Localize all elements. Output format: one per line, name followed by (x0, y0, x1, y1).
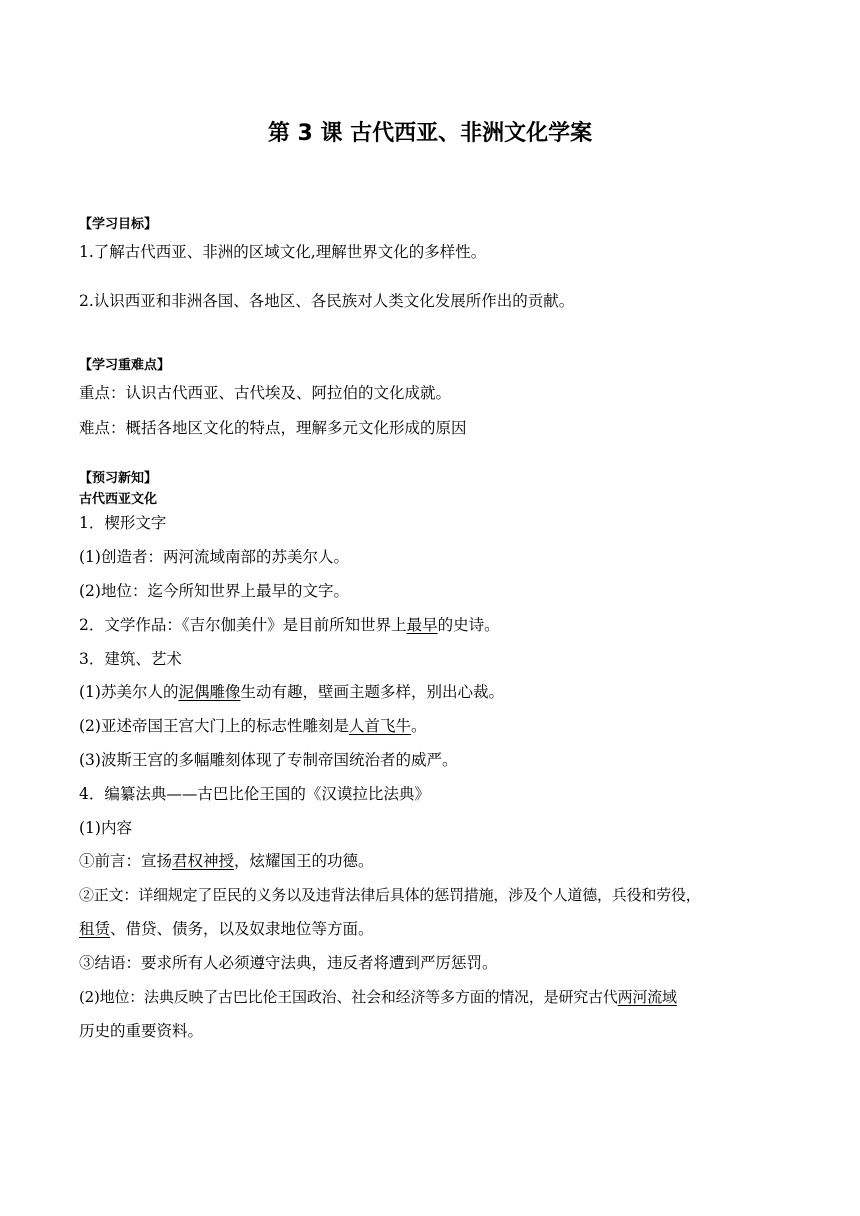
law-status-underlined: 两河流域 (617, 988, 677, 1006)
arch-item1-underlined: 泥偶雕像 (178, 683, 241, 701)
law-preface (79, 851, 784, 871)
law-body-line-2 (79, 919, 784, 939)
cuneiform-title: 1．楔形文字 (79, 514, 167, 532)
objective-item-1: 1.了解古代西亚、非洲的区域文化,理解世界文化的多样性。 (79, 243, 487, 261)
difficulty-text: 难点：概括各地区文化的特点，理解多元文化形成的原因 (79, 419, 467, 437)
law-status-line-1 (79, 987, 784, 1007)
law-body-line-1: ②正文：详细规定了臣民的义务以及违背法律后具体的惩罚措施，涉及个人道德，兵役和劳役， (79, 886, 701, 904)
arch-item1-prefix: (1)苏美尔人的 (79, 683, 179, 701)
architecture-item-2 (79, 716, 784, 736)
preview-subheading: 古代西亚文化 (79, 492, 158, 507)
literature-prefix: 2．文学作品：《吉尔伽美什》是目前所知世界上 (79, 616, 407, 634)
law-body-suffix: 、借贷、债务，以及奴隶地位等方面。 (110, 920, 374, 938)
arch-item2-suffix: 。 (410, 717, 427, 735)
architecture-title: 3．建筑、艺术 (79, 650, 182, 668)
objectives-heading: 【学习目标】 (79, 217, 158, 232)
page-title: 第 3 课 古代西亚、非洲文化学案 (267, 121, 593, 146)
law-preface-prefix: ①前言：宣扬 (79, 852, 173, 870)
preview-heading: 【预习新知】 (79, 471, 158, 486)
objective-item-2: 2.认识西亚和非洲各国、各地区、各民族对人类文化发展所作出的贡献。 (79, 292, 575, 310)
law-preface-underlined: 君权神授 (172, 852, 235, 870)
arch-item2-prefix: (2)亚述帝国王宫大门上的标志性雕刻是 (79, 717, 349, 735)
law-body-underlined: 租赁 (79, 920, 111, 938)
arch-item2-underlined: 人首飞牛 (348, 717, 411, 735)
law-title: 4．编纂法典——古巴比伦王国的《汉谟拉比法典》 (79, 785, 430, 803)
literature-underlined: 最早 (406, 616, 438, 634)
cuneiform-status: (2)地位：迄今所知世界上最早的文字。 (79, 582, 349, 600)
law-conclusion: ③结语：要求所有人必须遵守法典，违反者将遭到严厉惩罚。 (79, 954, 498, 972)
law-status-prefix: (2)地位：法典反映了古巴比伦王国政治、社会和经济等多方面的情况，是研究古代 (79, 988, 618, 1006)
cuneiform-creator: (1)创造者：两河流域南部的苏美尔人。 (79, 548, 349, 566)
arch-item1-suffix: 生动有趣，壁画主题多样，别出心裁。 (240, 683, 504, 701)
law-status-line-2: 历史的重要资料。 (79, 1022, 204, 1040)
architecture-item-3: (3)波斯王宫的多幅雕刻体现了专制帝国统治者的威严。 (79, 751, 458, 769)
law-preface-suffix: ，炫耀国王的功德。 (234, 852, 374, 870)
literature-suffix: 的史诗。 (437, 616, 500, 634)
literature-line (79, 615, 784, 635)
focus-text: 重点：认识古代西亚、古代埃及、阿拉伯的文化成就。 (79, 384, 452, 402)
architecture-item-1 (79, 682, 784, 702)
law-content-title: (1)内容 (79, 819, 132, 837)
key-points-heading: 【学习重难点】 (79, 358, 171, 373)
